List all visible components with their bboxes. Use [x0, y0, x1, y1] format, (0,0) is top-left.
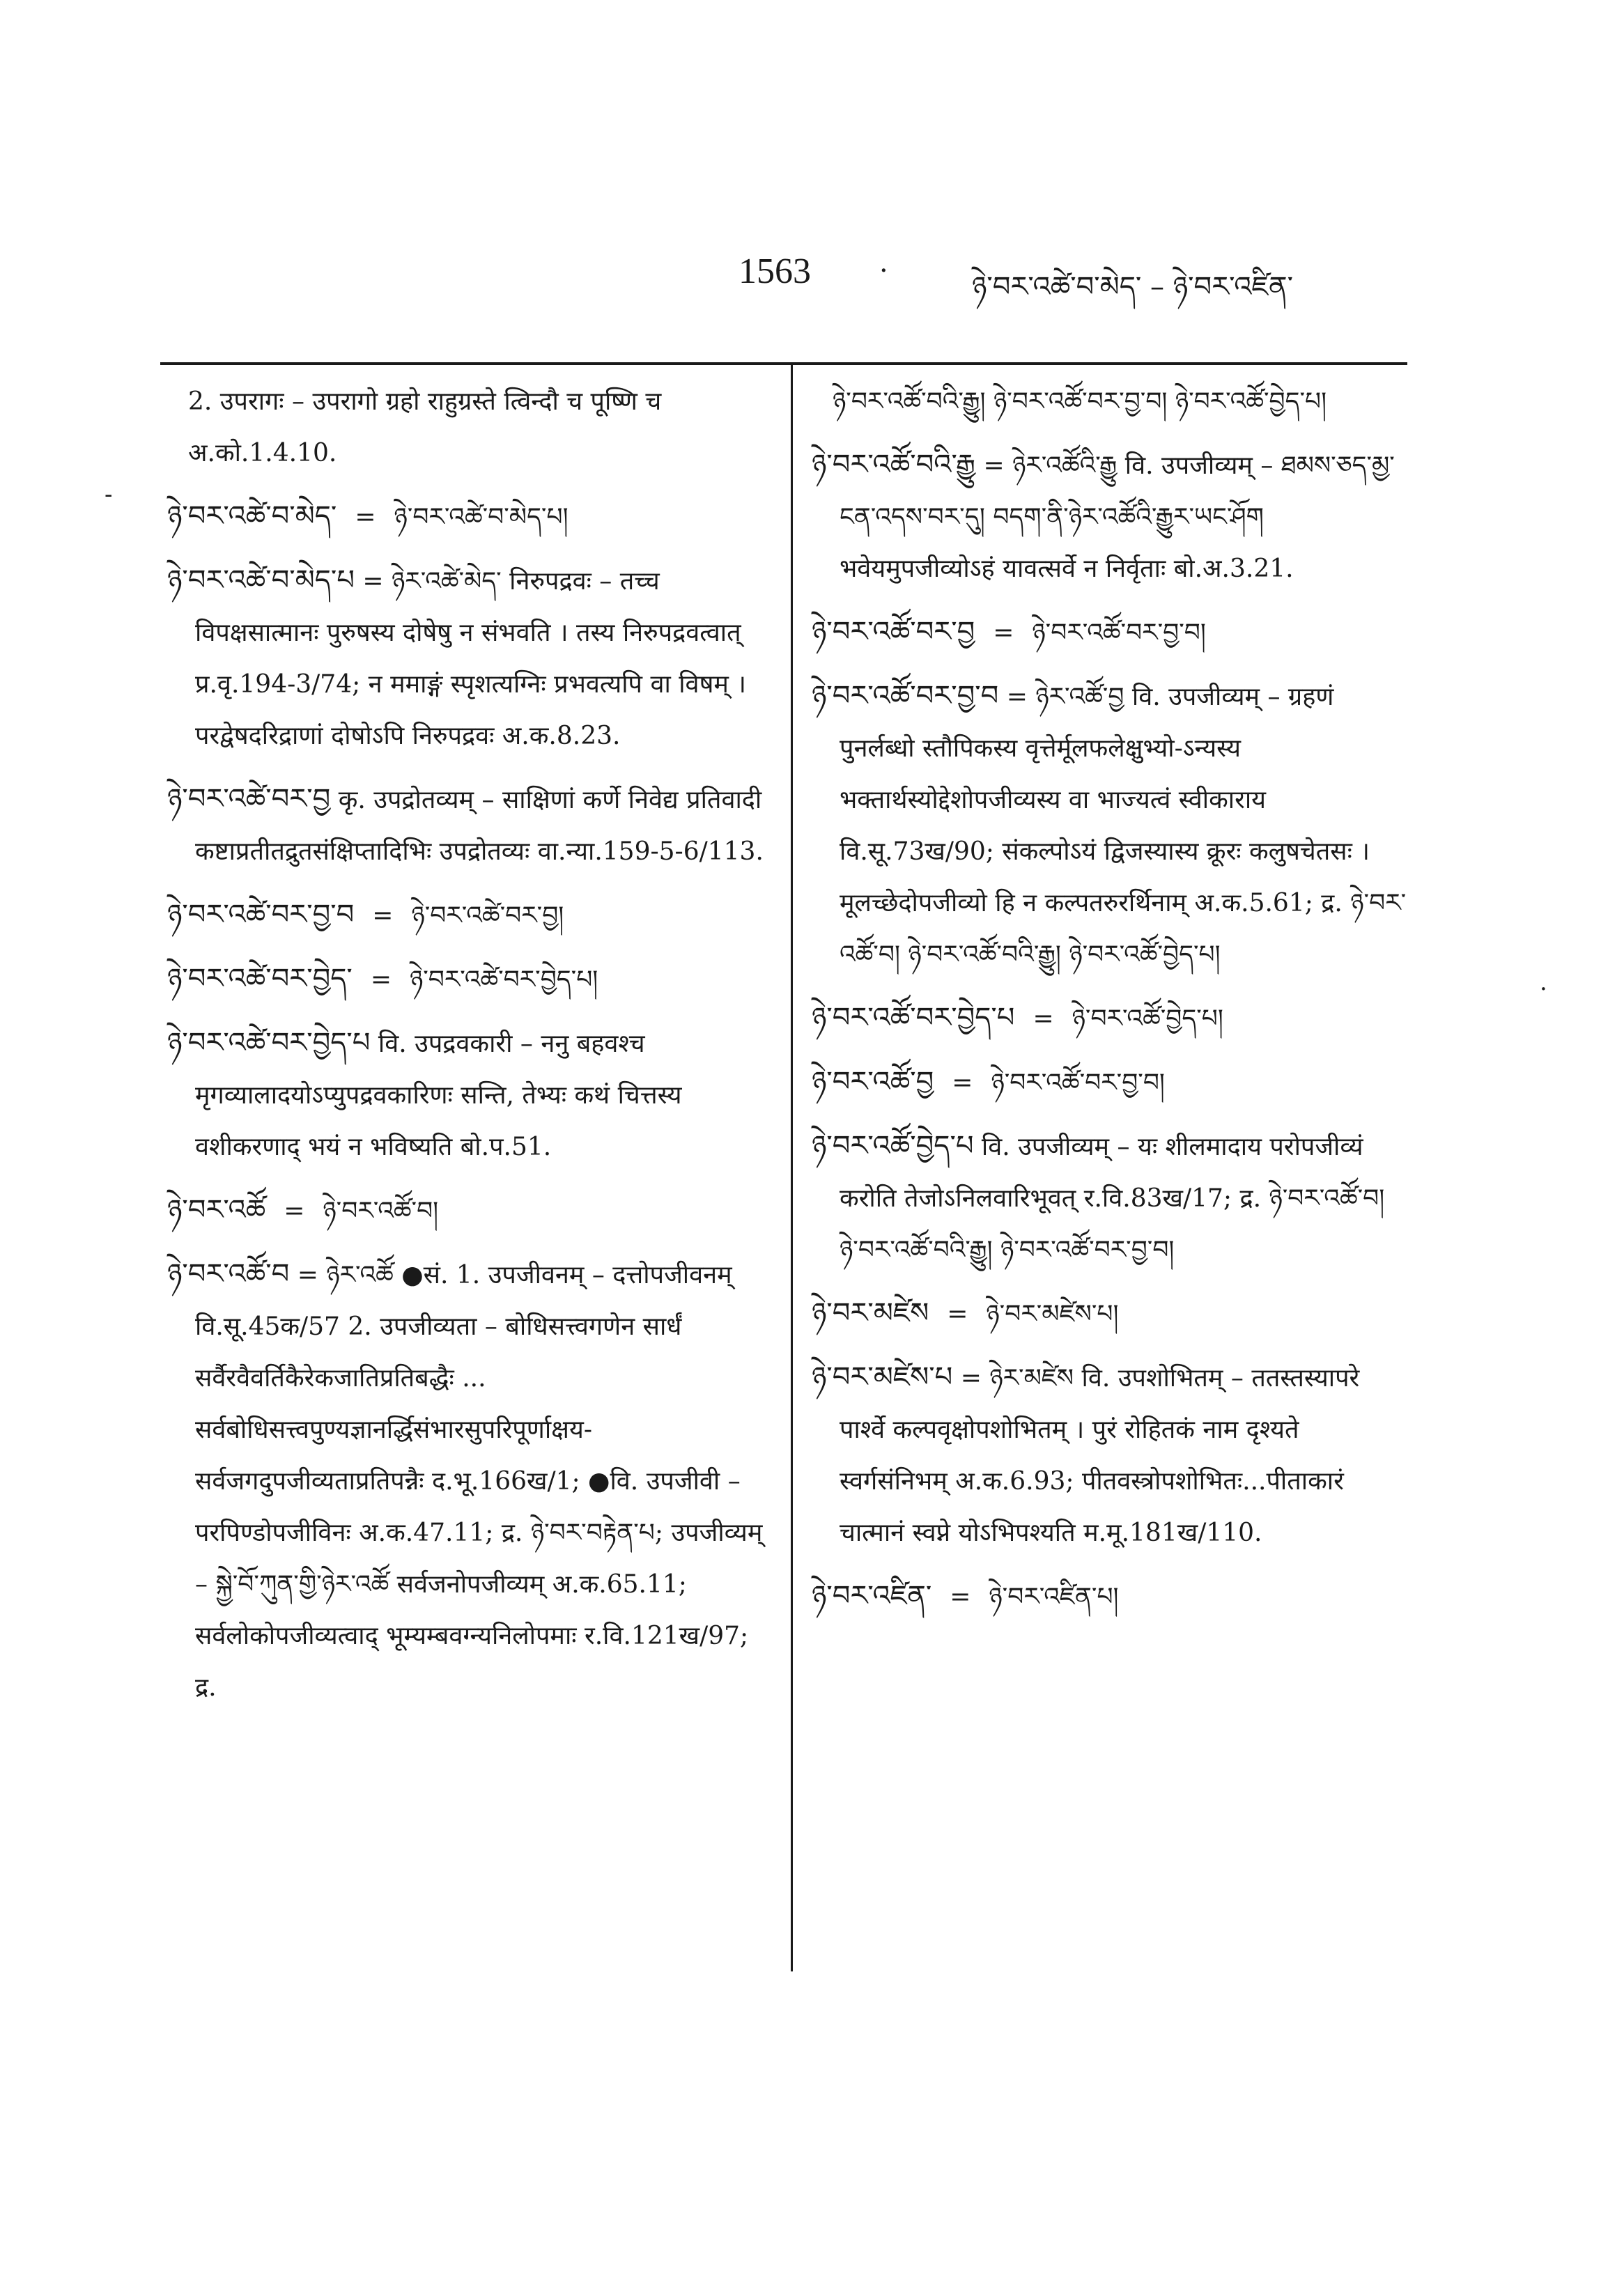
- cross-reference-entry: [167, 1184, 766, 1237]
- entry-headword: ཉེ་བར་འཚོ: [167, 1194, 266, 1226]
- entry-reference: ཉེ་བར་མཛེས་པ།: [986, 1300, 1119, 1328]
- entry-definition: = ཉེར་འཚེ་མེད་ निरुपद्रवः – तच्च विपक्षसात्मानः पुरुषस्य दोषेषु न संभवति । तस्य निरुपद्रवत्वात् प्र.वृ.194-3/74; न ममाङ्गं स्पृशत्यग्निः प्रभवत्यपि वा विषम् । परद्वेषदरिद्राणां दोषोऽपि निरुपद्रवः अ.क.8.23.: [195, 567, 746, 750]
- column-divider: [791, 362, 793, 1971]
- cross-reference-entry: [812, 606, 1411, 659]
- entry-reference: ཉེ་བར་འཚོ་བ།: [323, 1197, 439, 1225]
- entry-headword: ཉེ་བར་འཚོ་བའི་རྒྱུ: [812, 449, 976, 481]
- dictionary-entry: [167, 1017, 766, 1173]
- cross-reference-entry: [167, 889, 766, 942]
- margin-mark-left: -: [105, 481, 113, 509]
- header-rule: [160, 362, 1407, 365]
- cross-reference-entry: [812, 1287, 1411, 1340]
- equals-sign: =: [355, 503, 376, 532]
- cross-reference-entry: [812, 1056, 1411, 1109]
- entry-reference: ཉེ་བར་འཚེ་བ་མེད་པ།: [394, 503, 569, 532]
- entry-headword: ཉེ་བར་འཚེ་བར་བྱེད་: [167, 963, 353, 995]
- dictionary-entry: [167, 773, 766, 878]
- entry-definition: = ཉེར་འཚོའི་རྒྱུ वि. उपजीव्यम् – ཐམས་ཅད་མྱ་ངན་འདས་བར་དུ། བདག་ནི་ཉེར་འཚོའི་རྒྱུར་ཡང་ཤོག भवेयमुपजीव्योऽहं यावत्सर्वे न निर्वृताः बो.अ.3.21.: [840, 451, 1395, 583]
- entry-reference: ཉེ་བར་འཚོ་བར་བྱ་བ།: [1032, 619, 1206, 647]
- entry-headword: ཉེ་བར་འཚེ་བ་མེད་པ: [167, 564, 355, 596]
- cross-reference-entry: [167, 490, 766, 543]
- equals-sign: =: [952, 1069, 973, 1097]
- entry-headword: ཉེ་བར་འཚོ་བ: [167, 1258, 290, 1290]
- entry-headword: ཉེ་བར་མཛེས་པ: [812, 1361, 953, 1393]
- margin-mark-right: ·: [1540, 975, 1547, 1003]
- equals-sign: =: [947, 1300, 968, 1328]
- entry-headword: ཉེ་བར་འཚོ་བར་བྱེད་པ: [812, 1002, 1015, 1034]
- entry-definition: कृ. उपद्रोतव्यम् – साक्षिणां कर्णे निवेद्य प्रतिवादी कष्टाप्रतीतद्रुतसंक्षिप्तादिभिः उपद्रोतव्यः वा.न्या.159-5-6/113.: [195, 786, 764, 866]
- entry-definition: वि. उपद्रवकारी – ननु बहवश्च मृगव्यालादयोऽप्युपद्रवकारिणः सन्ति, तेभ्यः कथं चित्तस्य वशीकरणाद् भयं न भविष्यति बो.प.51.: [195, 1030, 682, 1161]
- entry-headword: ཉེ་བར་འཚོ་བར་བྱ་བ: [812, 680, 999, 712]
- header-separator: ·: [879, 255, 888, 287]
- entry-continuation: 2. उपरागः – उपरागो ग्रहो राहुग्रस्ते त्विन्दौ च पूष्णि च अ.को.1.4.10.: [188, 387, 662, 467]
- entry-headword: ཉེ་བར་འཚེ་བར་བྱ་བ: [167, 899, 355, 931]
- entry-definition: = ཉེར་མཛེས वि. उपशोभितम् – ततस्तस्यापरे पार्श्वे कल्पवृक्षोपशोभितम् । पुरं रोहितकं नाम दृश्यते स्वर्गसंनिभम् अ.क.6.93; पीतवस्त्रोपशोभितः...पीताकारं चात्मानं स्वप्ने योऽभिपश्यति म.मू.181ख/110.: [840, 1364, 1360, 1547]
- entry-headword: ཉེ་བར་འཚེ་བར་བྱེད་པ: [167, 1027, 371, 1059]
- cross-reference-entry: [812, 992, 1411, 1045]
- entry-reference: ཉེ་བར་འཚོ་བྱེད་པ།: [1072, 1005, 1223, 1033]
- entry-headword: ཉེ་བར་འཚོ་བར་བྱ: [812, 616, 975, 648]
- running-head: ཉེ་བར་འཚེ་བ་མེད་ – ཉེ་བར་འཛིན་: [972, 271, 1293, 303]
- entry-headword: ཉེ་བར་འཚོ་བྱ: [812, 1066, 934, 1098]
- equals-sign: =: [372, 901, 394, 930]
- entry-reference: ཉེ་བར་འཚེ་བར་བྱ།: [411, 901, 564, 930]
- cross-reference-entry: [167, 953, 766, 1006]
- dictionary-entry: [812, 1120, 1411, 1276]
- page-header: [0, 251, 1624, 313]
- entry-reference: ཉེ་བར་འཚོ་བར་བྱ་བ།: [991, 1069, 1165, 1097]
- dictionary-entry: [812, 439, 1411, 595]
- cross-reference-entry: [812, 1570, 1411, 1623]
- entry-definition: वि. उपजीव्यम् – यः शीलमादाय परोपजीव्यं करोति तेजोऽनिलवारिभूवत् र.वि.83ख/17; द्र. ཉེ་བར་འཚོ་བ། ཉེ་བར་འཚོ་བའི་རྒྱུ། ཉེ་བར་འཚོ་བར་བྱ་བ།: [840, 1133, 1385, 1264]
- entry-headword: ཉེ་བར་འཚོ་བྱེད་པ: [812, 1130, 974, 1162]
- page-number: 1563: [738, 251, 811, 291]
- dictionary-entry: [167, 1248, 766, 1714]
- equals-sign: =: [993, 619, 1014, 647]
- equals-sign: =: [1033, 1005, 1054, 1033]
- equals-sign: =: [950, 1583, 971, 1611]
- entry-headword: ཉེ་བར་འཚེ་བར་བྱ: [167, 783, 331, 815]
- entry-definition: = ཉེར་འཚོ ●सं. 1. उपजीवनम् – दत्तोपजीवनम् वि.सू.45क/57 2. उपजीव्यता – बोधिसत्त्वगणेन सार्धं सर्वैरवैवर्तिकैरेकजातिप्रतिबद्धैः ... सर्वबोधिसत्त्वपुण्यज्ञानर्द्धिसंभारसुपरिपूर्णाक्षय-सर्वजगदुपजीव्यताप्रतिपन्नैः द.भू.166ख/1; ●वि. उपजीवी – परपिण्डोपजीविनः अ.क.47.11; द्र. ཉེ་བར་བརྟེན་པ; उपजीव्यम् – སྐྱེ་བོ་ཀུན་གྱི་ཉེར་འཚོ सर्वजनोपजीव्यम् अ.क.65.11; सर्वलोकोपजीव्यत्वाद् भूम्यम्बवग्न्यनिलोपमाः र.वि.121ख/97; द्र.: [195, 1261, 763, 1702]
- entry-continuation: ཉེ་བར་འཚོ་བའི་རྒྱུ། ཉེ་བར་འཚོ་བར་བྱ་བ། ཉེ་བར་འཚོ་བྱེད་པ།: [833, 387, 1327, 416]
- equals-sign: =: [284, 1197, 305, 1225]
- entry-reference: ཉེ་བར་འཚེ་བར་བྱེད་པ།: [409, 966, 598, 994]
- equals-sign: =: [370, 966, 392, 994]
- entry-reference: ཉེ་བར་འཛིན་པ།: [989, 1583, 1119, 1611]
- entry-headword: ཉེ་བར་འཛིན་: [812, 1580, 932, 1612]
- entry-headword: ཉེ་བར་མཛེས: [812, 1297, 929, 1329]
- dictionary-entry: [812, 670, 1411, 981]
- entry-headword: ཉེ་བར་འཚེ་བ་མེད་: [167, 500, 337, 532]
- entry-definition: = ཉེར་འཚོ་བྱ वि. उपजीव्यम् – ग्रहणं पुनर्लब्धो स्तौपिकस्य वृत्तेर्मूलफलेक्षुभ्यो-ऽन्यस्य भक्तार्थस्योद्देशोपजीव्यस्य वा भाज्यत्वं स्वीकाराय वि.सू.73ख/90; संकल्पोऽयं द्विजस्यास्य क्रूरः कलुषचेतसः । मूलच्छेदोपजीव्यो हि न कल्पतरुरर्थिनाम् अ.क.5.61; द्र. ཉེ་བར་འཚོ་བ། ཉེ་བར་འཚོ་བའི་རྒྱུ། ཉེ་བར་འཚོ་བྱེད་པ།: [840, 683, 1407, 969]
- dictionary-entry: [812, 1351, 1411, 1559]
- left-column: [167, 376, 766, 1725]
- dictionary-entry: [167, 555, 766, 762]
- right-column: [812, 376, 1411, 1634]
